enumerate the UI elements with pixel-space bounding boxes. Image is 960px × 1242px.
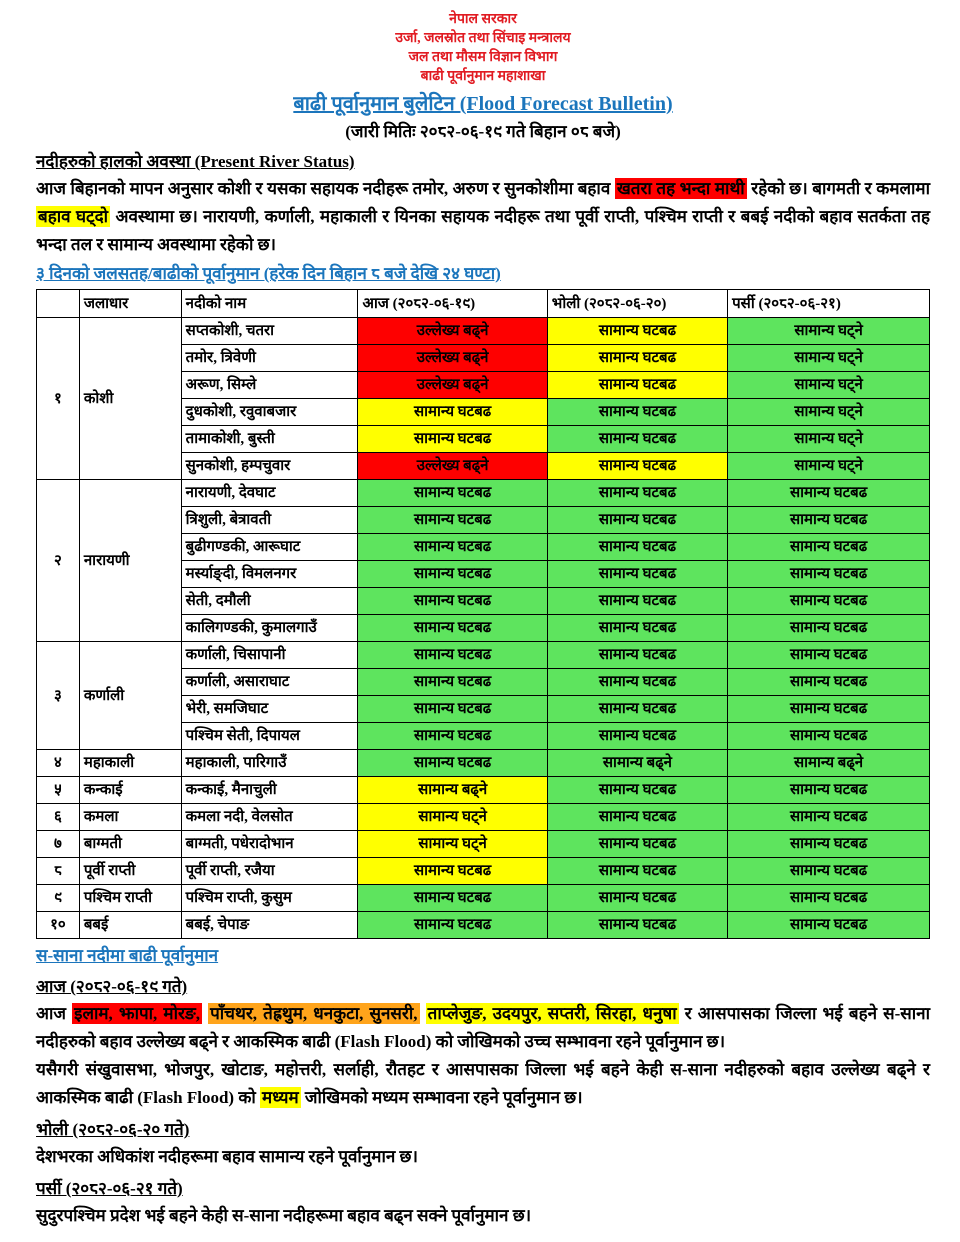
- river-name-cell: तमोर, त्रिवेणी: [181, 345, 358, 372]
- table-row: [37, 912, 930, 939]
- forecast-cell-day_after: सामान्य घटबढ: [728, 777, 930, 804]
- forecast-cell-day_after: सामान्य घटबढ: [728, 507, 930, 534]
- forecast-cell-today: सामान्य घटबढ: [358, 534, 547, 561]
- table-header-row: [37, 290, 930, 318]
- text-segment: र आसपासका जिल्ला भई बहने स-साना नदीहरुको बहाव उल्लेख्य बढ्ने र आकस्मिक बाढी (Flash Flood) को जोखिमको उच्च सम्भावना रहने पूर्वानुमान छ।: [36, 1004, 931, 1051]
- gov-line-2: उर्जा, जलस्रोत तथा सिंचाइ मन्त्रालय: [395, 31, 571, 46]
- basin-name-cell: कोशी: [79, 318, 181, 480]
- forecast-cell-day_after: सामान्य घटबढ: [728, 534, 930, 561]
- forecast-cell-today: सामान्य घटबढ: [358, 642, 547, 669]
- forecast-cell-today: सामान्य घट्ने: [358, 831, 547, 858]
- forecast-cell-tomorrow: सामान्य घटबढ: [547, 831, 727, 858]
- text-segment: जोखिमको मध्यम सम्भावना रहने पूर्वानुमान छ।: [300, 1088, 583, 1107]
- forecast-cell-today: सामान्य घटबढ: [358, 615, 547, 642]
- river-name-cell: बुढीगण्डकी, आरूघाट: [181, 534, 358, 561]
- basin-number-cell: ५: [37, 777, 80, 804]
- river-name-cell: बबई, चेपाङ: [181, 912, 358, 939]
- forecast-cell-tomorrow: सामान्य घटबढ: [547, 453, 727, 480]
- column-header-1: जलाधार: [79, 290, 181, 318]
- forecast-cell-tomorrow: सामान्य घटबढ: [547, 534, 727, 561]
- river-name-cell: कन्काई, मैनाचुली: [181, 777, 358, 804]
- issue-date: (जारी मितिः २०८२-०६-१९ गते बिहान ०८ बजे): [345, 122, 621, 141]
- forecast-cell-tomorrow: सामान्य घटबढ: [547, 642, 727, 669]
- forecast-cell-today: उल्लेख्य बढ्ने: [358, 372, 547, 399]
- forecast-cell-day_after: सामान्य घटबढ: [728, 723, 930, 750]
- forecast-cell-tomorrow: सामान्य घटबढ: [547, 588, 727, 615]
- forecast-cell-day_after: सामान्य घटबढ: [728, 858, 930, 885]
- forecast-cell-tomorrow: सामान्य घटबढ: [547, 399, 727, 426]
- basin-number-cell: ६: [37, 804, 80, 831]
- basin-number-cell: ३: [37, 642, 80, 750]
- table-row: [37, 480, 930, 507]
- column-header-5: पर्सी (२०८२-०६-२१): [728, 290, 930, 318]
- forecast-cell-day_after: सामान्य घट्ने: [728, 345, 930, 372]
- river-name-cell: कर्णाली, असाराघाट: [181, 669, 358, 696]
- basin-name-cell: पूर्वी राप्ती: [79, 858, 181, 885]
- small-rivers-dayafter-heading: पर्सी (२०८२-०६-२१ गते): [36, 1179, 183, 1198]
- text-segment: रहेको छ। बागमती र कमलामा: [746, 179, 930, 198]
- small-rivers-heading: स-साना नदीमा बाढी पूर्वानुमान: [36, 946, 219, 965]
- forecast-cell-today: उल्लेख्य बढ्ने: [358, 345, 547, 372]
- forecast-cell-day_after: सामान्य बढ्ने: [728, 750, 930, 777]
- basin-number-cell: १: [37, 318, 80, 480]
- text-segment: आज: [36, 1004, 73, 1023]
- river-name-cell: सुनकोशी, हम्पचुवार: [181, 453, 358, 480]
- forecast-cell-today: सामान्य बढ्ने: [358, 777, 547, 804]
- gov-line-4: बाढी पूर्वानुमान महाशाखा: [420, 69, 546, 84]
- column-header-3: आज (२०८२-०६-१९): [358, 290, 547, 318]
- forecast-cell-today: सामान्य घट्ने: [358, 804, 547, 831]
- forecast-cell-day_after: सामान्य घटबढ: [728, 696, 930, 723]
- forecast-cell-tomorrow: सामान्य घटबढ: [547, 858, 727, 885]
- forecast-cell-tomorrow: सामान्य घटबढ: [547, 372, 727, 399]
- government-header: [36, 10, 930, 86]
- forecast-cell-today: उल्लेख्य बढ्ने: [358, 453, 547, 480]
- forecast-table: [36, 289, 930, 939]
- forecast-cell-tomorrow: सामान्य घटबढ: [547, 696, 727, 723]
- river-name-cell: त्रिशुली, बेत्रावती: [181, 507, 358, 534]
- column-header-2: नदीको नाम: [181, 290, 358, 318]
- forecast-cell-day_after: सामान्य घटबढ: [728, 885, 930, 912]
- basin-number-cell: ८: [37, 858, 80, 885]
- small-rivers-dayafter-paragraph: [36, 1202, 930, 1230]
- forecast-cell-today: सामान्य घटबढ: [358, 507, 547, 534]
- basin-name-cell: नारायणी: [79, 480, 181, 642]
- highlight-orange: पाँचथर, तेह्रथुम, धनकुटा, सुनसरी,: [210, 1004, 418, 1023]
- forecast-cell-today: सामान्य घटबढ: [358, 696, 547, 723]
- basin-number-cell: ४: [37, 750, 80, 777]
- forecast-cell-today: सामान्य घटबढ: [358, 858, 547, 885]
- forecast-cell-day_after: सामान्य घटबढ: [728, 480, 930, 507]
- forecast-cell-tomorrow: सामान्य बढ्ने: [547, 750, 727, 777]
- forecast-cell-day_after: सामान्य घटबढ: [728, 669, 930, 696]
- forecast-cell-tomorrow: सामान्य घटबढ: [547, 426, 727, 453]
- present-status-paragraph: [36, 175, 930, 259]
- forecast-cell-tomorrow: सामान्य घटबढ: [547, 318, 727, 345]
- river-name-cell: कमला नदी, वेलसोत: [181, 804, 358, 831]
- forecast-cell-tomorrow: सामान्य घटबढ: [547, 345, 727, 372]
- table-row: [37, 831, 930, 858]
- table-row: [37, 858, 930, 885]
- forecast-cell-tomorrow: सामान्य घटबढ: [547, 615, 727, 642]
- basin-name-cell: बबई: [79, 912, 181, 939]
- text-segment: [420, 1004, 426, 1023]
- forecast-cell-day_after: सामान्य घटबढ: [728, 831, 930, 858]
- river-name-cell: पश्चिम राप्ती, कुसुम: [181, 885, 358, 912]
- forecast-cell-tomorrow: सामान्य घटबढ: [547, 507, 727, 534]
- small-rivers-today-heading: आज (२०८२-०६-१९ गते): [36, 977, 188, 996]
- river-name-cell: महाकाली, पारिगाउँ: [181, 750, 358, 777]
- forecast-cell-today: सामान्य घटबढ: [358, 561, 547, 588]
- forecast-cell-day_after: सामान्य घट्ने: [728, 426, 930, 453]
- forecast-cell-tomorrow: सामान्य घटबढ: [547, 777, 727, 804]
- forecast-cell-day_after: सामान्य घटबढ: [728, 912, 930, 939]
- basin-name-cell: महाकाली: [79, 750, 181, 777]
- table-row: [37, 318, 930, 345]
- basin-name-cell: पश्चिम राप्ती: [79, 885, 181, 912]
- forecast-table-heading: ३ दिनको जलसतह/बाढीको पूर्वानुमान (हरेक दिन बिहान ८ बजे देखि २४ घण्टा): [36, 264, 501, 283]
- table-row: [37, 804, 930, 831]
- highlight-yellow: मध्यम: [262, 1088, 299, 1107]
- basin-number-cell: २: [37, 480, 80, 642]
- forecast-cell-today: सामान्य घटबढ: [358, 588, 547, 615]
- small-rivers-tomorrow-heading: भोली (२०८२-०६-२० गते): [36, 1120, 190, 1139]
- forecast-cell-tomorrow: सामान्य घटबढ: [547, 804, 727, 831]
- river-name-cell: मर्स्याङ्दी, विमलनगर: [181, 561, 358, 588]
- river-name-cell: पश्चिम सेती, दिपायल: [181, 723, 358, 750]
- forecast-cell-tomorrow: सामान्य घटबढ: [547, 480, 727, 507]
- highlight-red: इलाम, झापा, मोरङ,: [74, 1004, 201, 1023]
- river-name-cell: नारायणी, देवघाट: [181, 480, 358, 507]
- forecast-cell-day_after: सामान्य घटबढ: [728, 588, 930, 615]
- river-name-cell: बाग्मती, पधेरादोभान: [181, 831, 358, 858]
- forecast-cell-day_after: सामान्य घट्ने: [728, 318, 930, 345]
- forecast-cell-day_after: सामान्य घट्ने: [728, 453, 930, 480]
- forecast-cell-tomorrow: सामान्य घटबढ: [547, 723, 727, 750]
- forecast-cell-today: सामान्य घटबढ: [358, 399, 547, 426]
- basin-name-cell: कमला: [79, 804, 181, 831]
- forecast-cell-day_after: सामान्य घट्ने: [728, 399, 930, 426]
- highlight-yellow: ताप्लेजुङ, उदयपुर, सप्तरी, सिरहा, धनुषा: [427, 1004, 677, 1023]
- forecast-cell-today: सामान्य घटबढ: [358, 750, 547, 777]
- small-rivers-tomorrow-paragraph: [36, 1143, 930, 1171]
- river-name-cell: दुधकोशी, रवुवाबजार: [181, 399, 358, 426]
- basin-name-cell: बाग्मती: [79, 831, 181, 858]
- text-segment: अवस्थामा छ। नारायणी, कर्णाली, महाकाली र यिनका सहायक नदीहरू तथा पूर्वी राप्ती, पश्चिम राप्ती र बबई नदीको बहाव सतर्कता तह भन्दा तल र सामान्य अवस्थामा रहेको छ।: [36, 207, 931, 254]
- small-rivers-today-paragraph-2: [36, 1056, 930, 1112]
- forecast-cell-tomorrow: सामान्य घटबढ: [547, 885, 727, 912]
- river-name-cell: कर्णाली, चिसापानी: [181, 642, 358, 669]
- forecast-cell-tomorrow: सामान्य घटबढ: [547, 561, 727, 588]
- table-row: [37, 885, 930, 912]
- present-status-heading: नदीहरुको हालको अवस्था (Present River Status): [36, 152, 355, 171]
- text-segment: यसैगरी संखुवासभा, भोजपुर, खोटाङ, महोत्तरी, सर्लाही, रौतहट र आसपासका जिल्ला भई बहने केही स-साना नदीहरुको बहाव उल्लेख्य बढ्ने र आकस्मिक बाढी (Flash Flood) को: [36, 1060, 930, 1107]
- river-name-cell: सेती, दमौली: [181, 588, 358, 615]
- highlight-red: खतरा तह भन्दा माथी: [616, 179, 745, 198]
- forecast-cell-today: उल्लेख्य बढ्ने: [358, 318, 547, 345]
- forecast-cell-today: सामान्य घटबढ: [358, 912, 547, 939]
- column-header-0: [37, 290, 80, 318]
- text-segment: देशभरका अधिकांश नदीहरूमा बहाव सामान्य रहने पूर्वानुमान छ।: [36, 1147, 418, 1166]
- basin-name-cell: कर्णाली: [79, 642, 181, 750]
- river-name-cell: सप्तकोशी, चतरा: [181, 318, 358, 345]
- table-row: [37, 642, 930, 669]
- river-name-cell: तामाकोशी, बुस्ती: [181, 426, 358, 453]
- forecast-cell-today: सामान्य घटबढ: [358, 669, 547, 696]
- river-name-cell: पूर्वी राप्ती, रजैया: [181, 858, 358, 885]
- forecast-cell-day_after: सामान्य घटबढ: [728, 642, 930, 669]
- forecast-cell-day_after: सामान्य घटबढ: [728, 561, 930, 588]
- river-name-cell: कालिगण्डकी, कुमालगाउँ: [181, 615, 358, 642]
- basin-name-cell: कन्काई: [79, 777, 181, 804]
- table-row: [37, 777, 930, 804]
- small-rivers-today-paragraph-1: [36, 1000, 930, 1056]
- river-name-cell: भेरी, समजिघाट: [181, 696, 358, 723]
- forecast-cell-day_after: सामान्य घटबढ: [728, 615, 930, 642]
- text-segment: आज बिहानको मापन अनुसार कोशी र यसका सहायक नदीहरू तमोर, अरुण र सुनकोशीमा बहाव: [36, 179, 615, 198]
- gov-line-3: जल तथा मौसम विज्ञान विभाग: [408, 50, 558, 65]
- basin-number-cell: १०: [37, 912, 80, 939]
- forecast-cell-today: सामान्य घटबढ: [358, 426, 547, 453]
- forecast-cell-today: सामान्य घटबढ: [358, 885, 547, 912]
- forecast-cell-tomorrow: सामान्य घटबढ: [547, 912, 727, 939]
- page-title: बाढी पूर्वानुमान बुलेटिन (Flood Forecast Bulletin): [293, 93, 673, 115]
- gov-line-1: नेपाल सरकार: [449, 12, 517, 27]
- forecast-cell-tomorrow: सामान्य घटबढ: [547, 669, 727, 696]
- basin-number-cell: ७: [37, 831, 80, 858]
- highlight-yellow: बहाव घट्दो: [38, 207, 109, 226]
- text-segment: सुदुरपश्चिम प्रदेश भई बहने केही स-साना नदीहरूमा बहाव बढ्न सक्ने पूर्वानुमान छ।: [36, 1206, 532, 1225]
- forecast-cell-today: सामान्य घटबढ: [358, 723, 547, 750]
- river-name-cell: अरूण, सिम्ले: [181, 372, 358, 399]
- table-row: [37, 750, 930, 777]
- forecast-cell-today: सामान्य घटबढ: [358, 480, 547, 507]
- forecast-cell-day_after: सामान्य घटबढ: [728, 804, 930, 831]
- forecast-cell-day_after: सामान्य घट्ने: [728, 372, 930, 399]
- basin-number-cell: ९: [37, 885, 80, 912]
- column-header-4: भोली (२०८२-०६-२०): [547, 290, 727, 318]
